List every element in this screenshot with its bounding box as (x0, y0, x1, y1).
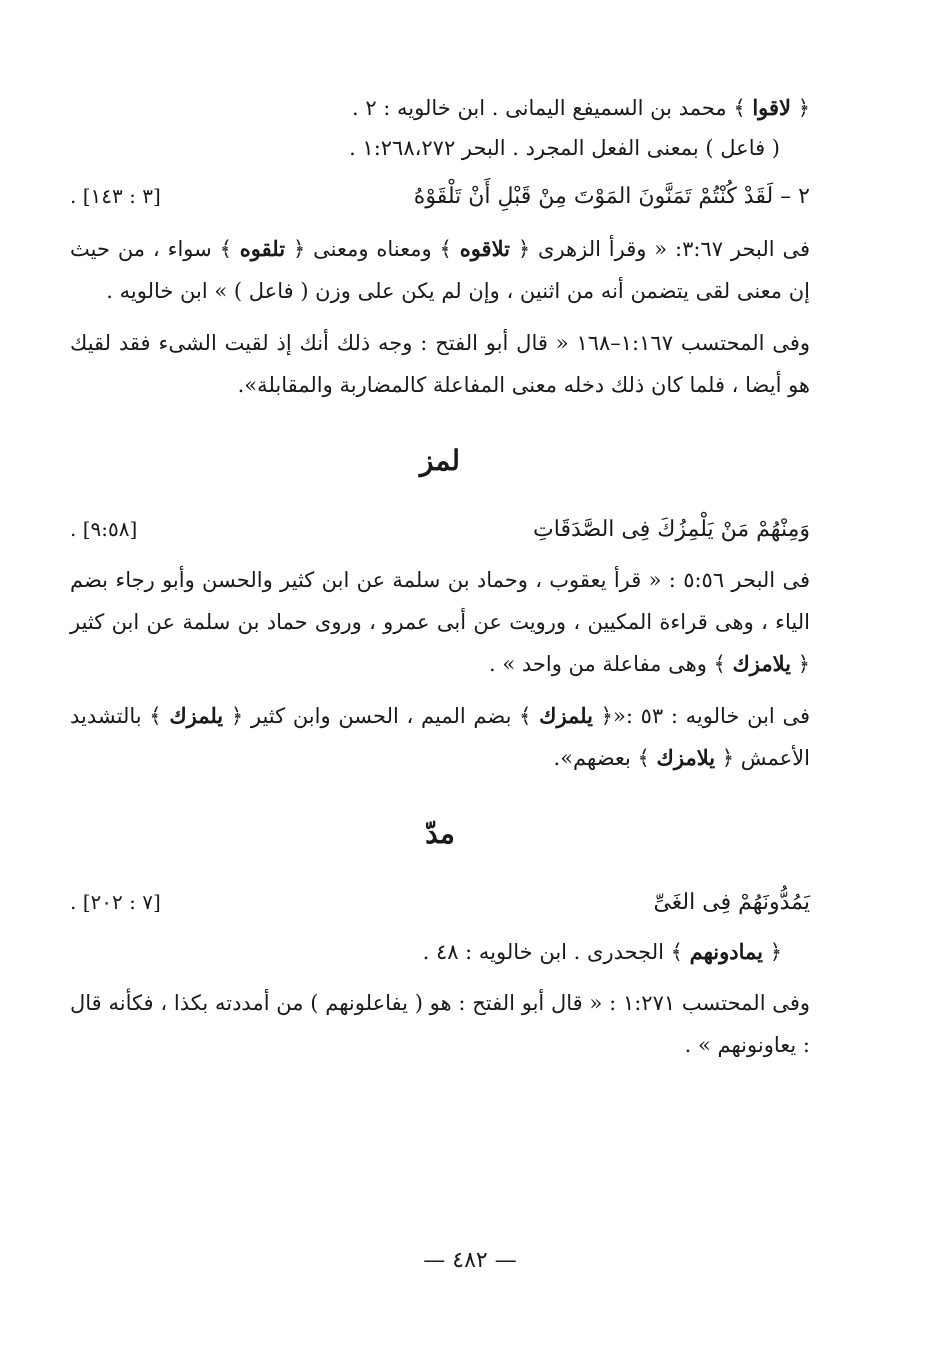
entry-heading: لمز (419, 444, 461, 477)
bold-word: تلقوه (239, 236, 286, 261)
text: ﴾ وهى مفاعلة من واحد » . (488, 652, 733, 676)
text: فى ابن خالويه : ٥٣ :«﴿ (592, 704, 810, 728)
text: ﴾ محمد بن السميفع اليمانى . ابن خالويه : ٢ . (351, 96, 753, 120)
bracket: ﴿ (791, 96, 810, 120)
verse-3 (70, 880, 810, 924)
text: فى البحر ٥:٥٦ : « قرأ يعقوب ، وحماد بن سلمة عن ابن كثير والحسن وأبو رجاء بضم الياء ، وهى قراءة المكيين ، ورويت عن أبى عمرو ، وروى حماد بن سلمة عن ابن كثير ﴿ (70, 568, 811, 676)
verse-1 (70, 174, 810, 218)
paragraph: وفى المحتسب ١:٢٧١ : « قال أبو الفتح : هو ( يفاعلونهم ) من أمددته بكذا ، فكأنه قال : يعاونونهم » . (70, 991, 810, 1057)
text: ﴾ ومعناه ومعنى ﴿ (285, 237, 460, 261)
entry3-line1 (70, 932, 810, 972)
text: ﴾ بضم الميم ، الحسن وابن كثير ﴿ (223, 704, 540, 728)
page-number: — ٤٨٢ — (423, 1248, 517, 1273)
bold-word: يلامزك (732, 651, 792, 676)
entry-heading: مدّ (425, 817, 455, 850)
bold-word: يمادونهم (689, 939, 764, 964)
page-body (70, 88, 810, 1066)
entry1-line1 (70, 88, 810, 128)
bold-word: يلمزك (169, 703, 224, 728)
text: ﴾ سواء ، من حيث إن معنى لقى يتضمن أنه من اثنين ، وإن لم يكن على وزن ( فاعل ) » ابن خالويه . (70, 237, 810, 303)
paragraph (70, 695, 810, 779)
verse-text: وَمِنْهُمْ مَنْ يَلْمِزُكَ فِى الصَّدَقَاتِ (533, 516, 810, 542)
verse-reference: [٧ : ٢٠٢] . (70, 890, 161, 914)
paragraph (70, 228, 810, 312)
text: ﴾ الجحدرى . ابن خالويه : ٤٨ . (422, 940, 690, 964)
verse-2 (70, 507, 810, 551)
verse-text: يَمُدُّونَهُمْ فِى الغَىِّ (653, 889, 810, 915)
paragraph: وفى المحتسب ١:١٦٧–١٦٨ « قال أبو الفتح : وجه ذلك أنك إذ لقيت الشىء فقد لقيك هو أيضا ، فلما كان ذلك دخله معنى المفاعلة كالمضاربة والمقابلة». (70, 331, 810, 397)
bold-word: يلمزك (539, 703, 593, 728)
text: فى البحر ٣:٦٧: « وقرأ الزهرى ﴿ (509, 237, 811, 261)
verse-reference: [٣ : ١٤٣] . (70, 184, 161, 208)
text: ﴾ بالتشديد الأعمش ﴿ (70, 704, 810, 770)
bold-word: تلاقوه (459, 236, 510, 261)
entry1-line2: ( فاعل ) بمعنى الفعل المجرد . البحر ١:٢٦٨،٢٧٢ . (349, 136, 780, 160)
bold-word: لاقوا (752, 95, 792, 120)
verse-text: ٢ – لَقَدْ كُنْتُمْ تَمَنَّونَ المَوْتَ مِنْ قَبْلِ أَنْ تَلْقَوْهُ (413, 183, 810, 209)
bold-word: يلامزك (656, 745, 716, 770)
paragraph (70, 559, 810, 685)
bracket: ﴿ (763, 940, 782, 964)
verse-reference: [٩:٥٨] . (70, 517, 138, 541)
text: ﴾ بعضهم». (553, 746, 657, 770)
